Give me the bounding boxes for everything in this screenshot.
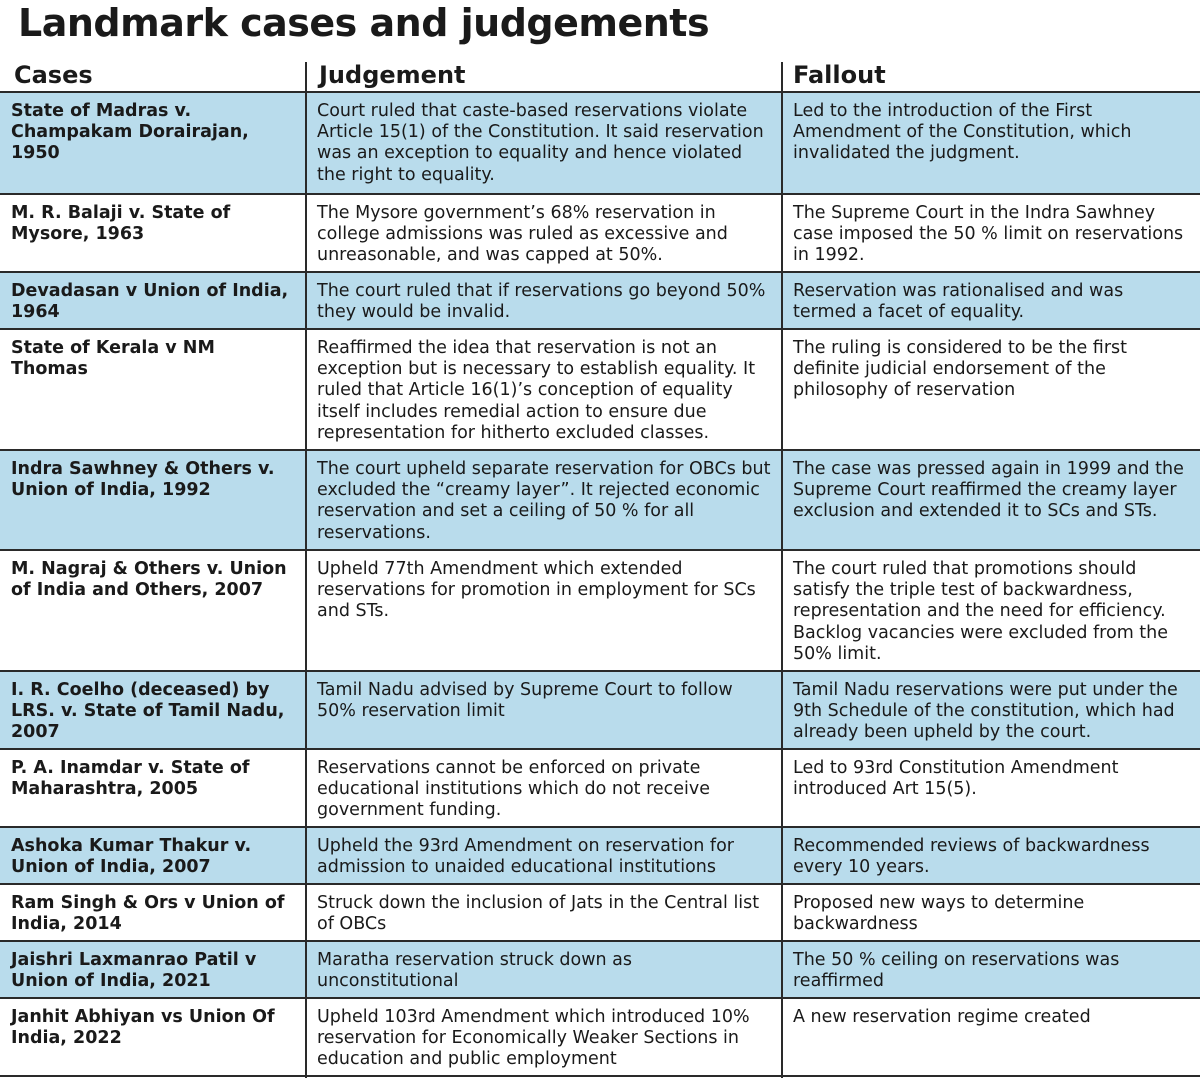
judgement-cell: Tamil Nadu advised by Supreme Court to follow 50% reservation limit — [306, 671, 782, 749]
table-row — [0, 749, 1200, 827]
table-row — [0, 998, 1200, 1076]
fallout-cell: The 50 % ceiling on reservations was reaffirmed — [782, 941, 1200, 998]
table-row — [0, 884, 1200, 941]
judgement-cell: Court ruled that caste-based reservations violate Article 15(1) of the Constitution. It said reservation was an exception to equality and hence violated the right to equality. — [306, 93, 782, 194]
fallout-cell: The Supreme Court in the Indra Sawhney case imposed the 50 % limit on reservations in 1992. — [782, 194, 1200, 272]
table-row — [0, 93, 1200, 194]
fallout-cell: Reservation was rationalised and was termed a facet of equality. — [782, 272, 1200, 329]
fallout-cell: The ruling is considered to be the first definite judicial endorsement of the philosophy of reservation — [782, 329, 1200, 450]
case-name-cell: State of Madras v. Champakam Dorairajan, 1950 — [0, 93, 306, 194]
case-name-cell: I. R. Coelho (deceased) by LRS. v. State of Tamil Nadu, 2007 — [0, 671, 306, 749]
fallout-cell: Tamil Nadu reservations were put under the 9th Schedule of the constitution, which had already been upheld by the court. — [782, 671, 1200, 749]
cases-table — [0, 93, 1200, 1077]
table-row — [0, 194, 1200, 272]
case-name-cell: M. Nagraj & Others v. Union of India and Others, 2007 — [0, 550, 306, 671]
page-title: Landmark cases and judgements — [18, 1, 710, 45]
judgement-cell: Reaffirmed the idea that reservation is not an exception but is necessary to establish equality. It ruled that Article 16(1)’s conception of equality itself includes remedial action to ensure due representation for hitherto excluded classes. — [306, 329, 782, 450]
fallout-cell: A new reservation regime created — [782, 998, 1200, 1076]
table-row — [0, 550, 1200, 671]
case-name-cell: Ram Singh & Ors v Union of India, 2014 — [0, 884, 306, 941]
table-row — [0, 827, 1200, 884]
fallout-cell: The court ruled that promotions should satisfy the triple test of backwardness, representation and the need for efficiency. Backlog vacancies were excluded from the 50% limit. — [782, 550, 1200, 671]
judgement-cell: The court upheld separate reservation for OBCs but excluded the “creamy layer”. It rejected economic reservation and set a ceiling of 50 % for all reservations. — [306, 450, 782, 550]
case-name-cell: Janhit Abhiyan vs Union Of India, 2022 — [0, 998, 306, 1076]
column-divider — [781, 62, 783, 1078]
fallout-cell: Recommended reviews of backwardness every 10 years. — [782, 827, 1200, 884]
case-name-cell: P. A. Inamdar v. State of Maharashtra, 2005 — [0, 749, 306, 827]
table-row — [0, 450, 1200, 550]
column-header-judgement: Judgement — [319, 61, 466, 89]
case-name-cell: Indra Sawhney & Others v. Union of India, 1992 — [0, 450, 306, 550]
table-body — [0, 93, 1200, 1076]
judgement-cell: The Mysore government’s 68% reservation in college admissions was ruled as excessive and unreasonable, and was capped at 50%. — [306, 194, 782, 272]
case-name-cell: Devadasan v Union of India, 1964 — [0, 272, 306, 329]
judgement-cell: The court ruled that if reservations go beyond 50% they would be invalid. — [306, 272, 782, 329]
column-header-fallout: Fallout — [793, 61, 886, 89]
table-row — [0, 329, 1200, 450]
fallout-cell: The case was pressed again in 1999 and the Supreme Court reaffirmed the creamy layer exclusion and extended it to SCs and STs. — [782, 450, 1200, 550]
table-row — [0, 671, 1200, 749]
judgement-cell: Maratha reservation struck down as unconstitutional — [306, 941, 782, 998]
judgement-cell: Reservations cannot be enforced on private educational institutions which do not receive government funding. — [306, 749, 782, 827]
column-divider — [305, 62, 307, 1078]
judgement-cell: Upheld 103rd Amendment which introduced 10% reservation for Economically Weaker Sections in education and public employment — [306, 998, 782, 1076]
judgement-cell: Struck down the inclusion of Jats in the Central list of OBCs — [306, 884, 782, 941]
judgement-cell: Upheld the 93rd Amendment on reservation for admission to unaided educational institutions — [306, 827, 782, 884]
case-name-cell: Jaishri Laxmanrao Patil v Union of India, 2021 — [0, 941, 306, 998]
case-name-cell: State of Kerala v NM Thomas — [0, 329, 306, 450]
fallout-cell: Led to the introduction of the First Amendment of the Constitution, which invalidated the judgment. — [782, 93, 1200, 194]
fallout-cell: Led to 93rd Constitution Amendment introduced Art 15(5). — [782, 749, 1200, 827]
judgement-cell: Upheld 77th Amendment which extended reservations for promotion in employment for SCs and STs. — [306, 550, 782, 671]
case-name-cell: Ashoka Kumar Thakur v. Union of India, 2007 — [0, 827, 306, 884]
case-name-cell: M. R. Balaji v. State of Mysore, 1963 — [0, 194, 306, 272]
fallout-cell: Proposed new ways to determine backwardness — [782, 884, 1200, 941]
table-row — [0, 272, 1200, 329]
table-row — [0, 941, 1200, 998]
column-header-cases: Cases — [14, 61, 93, 89]
